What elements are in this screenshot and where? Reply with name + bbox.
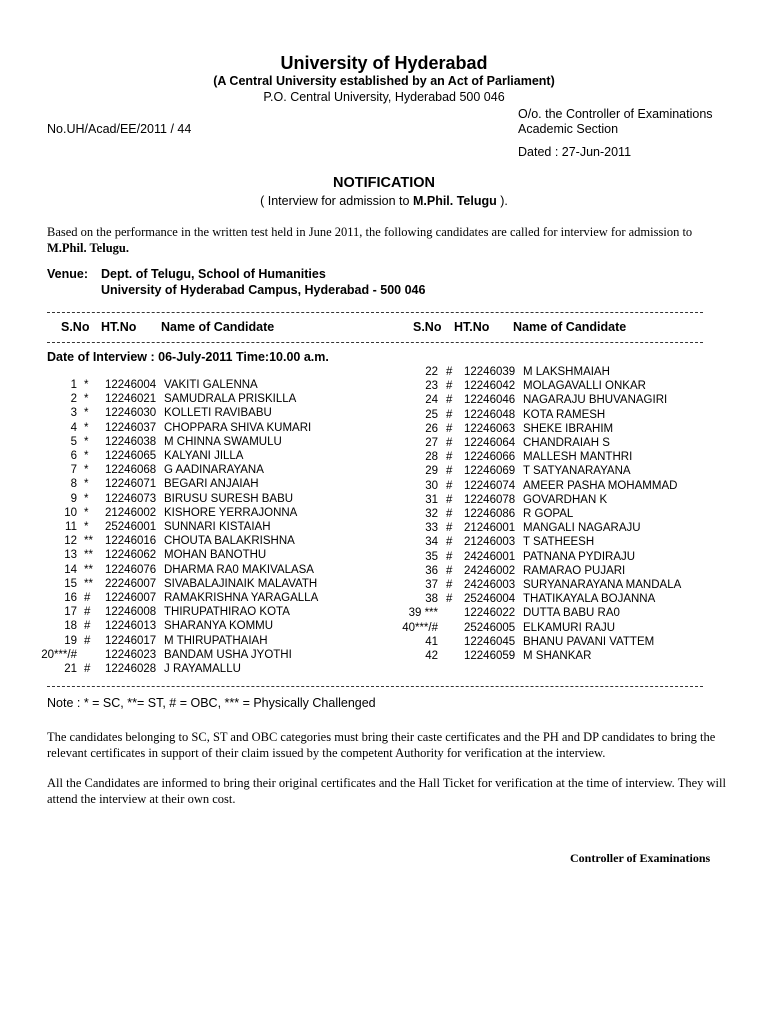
name-cell: M SHANKAR — [523, 650, 592, 662]
htno-cell: 12246065 — [105, 450, 157, 462]
sno-cell: 14 — [64, 563, 77, 576]
htno-cell: 12246007 — [105, 592, 157, 604]
category-cell: * — [84, 478, 89, 491]
htno-cell: 12246039 — [464, 366, 516, 378]
name-cell: KALYANI JILLA — [164, 450, 244, 462]
name-cell: PATNANA PYDIRAJU — [523, 550, 636, 563]
name-cell: BIRUSU SURESH BABU — [164, 492, 294, 505]
category-cell: # — [446, 451, 453, 464]
category-cell: # — [446, 593, 453, 606]
category-cell: ** — [84, 549, 93, 562]
category-cell: * — [84, 450, 89, 462]
category-cell: * — [84, 407, 89, 420]
name-cell: SHARANYA KOMMU — [164, 620, 274, 633]
category-cell: # — [84, 634, 91, 647]
sno-cell: 37 — [425, 579, 438, 591]
name-cell: CHOUTA BALAKRISHNA — [164, 535, 295, 548]
htno-cell: 24246003 — [464, 579, 516, 591]
name-cell: SUNNARI KISTAIAH — [164, 521, 271, 533]
htno-cell: 12246076 — [105, 563, 157, 576]
htno-cell: 12246022 — [464, 607, 516, 620]
university-address: P.O. Central University, Hyderabad 500 046 — [263, 90, 505, 104]
sno-cell: 5 — [70, 435, 77, 448]
sno-cell: 11 — [65, 521, 77, 533]
htno-cell: 12246028 — [105, 663, 157, 675]
name-cell: NAGARAJU BHUVANAGIRI — [523, 394, 668, 407]
name-cell: RAMARAO PUJARI — [523, 564, 626, 577]
name-cell: GOVARDHAN K — [523, 493, 608, 506]
htno-cell: 12246074 — [464, 479, 516, 492]
category-cell: # — [446, 408, 453, 421]
name-cell: BANDAM USHA JYOTHI — [164, 648, 292, 661]
intro-paragraph — [47, 224, 727, 256]
name-cell: T SATHEESH — [523, 536, 595, 549]
htno-cell: 25246005 — [464, 621, 516, 634]
interview-program: M.Phil. Telugu — [412, 194, 497, 208]
paragraph-certificates: The candidates belonging to SC, ST and OBC categories must bring their caste certificates and the PH and DP candidates to bring the relevant certificates in support of their claim issued by the competent Authority for verification at the interview. — [47, 730, 716, 760]
sno-cell: 3 — [70, 407, 77, 420]
name-cell: T SATYANARAYANA — [523, 465, 631, 478]
sno-cell: 26 — [425, 422, 438, 435]
header-name-left: Name of Candidate — [161, 320, 275, 334]
htno-cell: 12246062 — [105, 549, 157, 562]
htno-cell: 21246003 — [464, 536, 516, 549]
sno-cell: 16 — [64, 592, 77, 604]
htno-cell: 12246013 — [105, 620, 157, 633]
category-cell: # — [446, 380, 453, 393]
htno-cell: 12246046 — [464, 394, 516, 407]
htno-cell: 21246002 — [105, 506, 157, 519]
name-cell: SAMUDRALA PRISKILLA — [164, 393, 297, 406]
htno-cell: 12246030 — [105, 407, 157, 420]
notification-title: NOTIFICATION — [332, 175, 436, 191]
category-cell: # — [446, 536, 453, 549]
htno-cell: 12246004 — [105, 379, 157, 391]
htno-cell: 12246042 — [464, 380, 516, 393]
sno-cell: 25 — [425, 408, 438, 421]
sno-cell: 31 — [425, 493, 438, 506]
category-cell: # — [446, 394, 453, 407]
sno-cell: 22 — [425, 366, 438, 378]
category-cell: * — [84, 521, 89, 533]
header-name-right: Name of Candidate — [513, 320, 627, 334]
htno-cell: 12246086 — [464, 508, 516, 520]
htno-cell: 12246045 — [464, 635, 516, 648]
category-cell: * — [84, 492, 89, 505]
category-cell: # — [446, 479, 453, 492]
name-cell: DUTTA BABU RA0 — [523, 607, 620, 620]
name-cell: M THIRUPATHAIAH — [164, 634, 268, 647]
name-cell: KOLLETI RAVIBABU — [164, 407, 272, 420]
name-cell: MANGALI NAGARAJU — [523, 522, 641, 535]
category-cell: * — [84, 393, 89, 406]
sno-cell: 21 — [64, 663, 77, 675]
sno-cell: 2 — [70, 393, 77, 406]
sno-cell: 35 — [425, 550, 438, 563]
category-cell: # — [446, 522, 453, 535]
name-cell: SURYANARAYANA MANDALA — [523, 579, 682, 591]
header-htno-left: HT.No — [101, 320, 137, 334]
sno-cell: 27 — [425, 437, 438, 449]
sno-cell: 6 — [70, 450, 77, 462]
sno-cell: 30 — [425, 479, 438, 492]
header-htno-right: HT.No — [454, 320, 490, 334]
htno-cell: 12246017 — [105, 634, 157, 647]
interview-date: Date of Interview : 06-July-2011 Time:10.00 a.m. — [47, 350, 329, 364]
htno-cell: 12246048 — [464, 408, 516, 421]
category-cell: # — [446, 493, 453, 506]
category-cell: ** — [84, 577, 93, 590]
htno-cell: 25246004 — [464, 593, 516, 606]
name-cell: CHANDRAIAH S — [523, 437, 610, 449]
name-cell: BHANU PAVANI VATTEM — [523, 635, 655, 648]
name-cell: R GOPAL — [523, 508, 574, 520]
category-cell: # — [446, 579, 453, 591]
sno-cell: 4 — [70, 421, 77, 434]
name-cell: SIVABALAJINAIK MALAVATH — [164, 577, 318, 590]
sno-cell: 1 — [70, 379, 77, 391]
category-cell: # — [84, 606, 91, 619]
htno-cell: 12246059 — [464, 650, 516, 662]
category-cell: ** — [84, 535, 93, 548]
name-cell: AMEER PASHA MOHAMMAD — [523, 479, 678, 492]
name-cell: CHOPPARA SHIVA KUMARI — [164, 421, 312, 434]
htno-cell: 12246038 — [105, 435, 157, 448]
interview-line — [0, 194, 768, 208]
category-cell: # — [84, 592, 91, 604]
divider-bottom — [47, 686, 703, 687]
category-cell: # — [446, 422, 453, 435]
name-cell: SHEKE IBRAHIM — [523, 422, 614, 435]
htno-cell: 12246066 — [464, 451, 516, 464]
htno-cell: 12246063 — [464, 422, 516, 435]
name-cell: RAMAKRISHNA YARAGALLA — [164, 592, 319, 604]
sno-cell: 29 — [425, 465, 438, 478]
sno-cell: 9 — [70, 492, 77, 505]
divider-top — [47, 312, 703, 313]
sno-cell: 18 — [64, 620, 77, 633]
sno-cell: 32 — [425, 508, 438, 520]
date-line: Dated : 27-Jun-2011 — [518, 145, 632, 159]
category-note: Note : * = SC, **= ST, # = OBC, *** = Physically Challenged — [47, 696, 376, 710]
sno-cell: 8 — [70, 478, 77, 491]
intro-program: M.Phil. Telugu. — [47, 241, 129, 255]
sno-cell: 17 — [64, 606, 77, 619]
interview-suffix: ). — [496, 194, 508, 208]
intro-text: Based on the performance in the written test held in June 2011, the following candidates are called for interview for admission to — [47, 225, 693, 239]
htno-cell: 21246001 — [464, 522, 516, 535]
sno-cell: 33 — [425, 522, 438, 535]
category-cell: # — [84, 620, 91, 633]
htno-cell: 12246078 — [464, 493, 516, 506]
name-cell: VAKITI GALENNA — [164, 379, 258, 391]
htno-cell: 12246071 — [105, 478, 157, 491]
sno-cell: 20***/# — [41, 648, 77, 661]
university-subtitle: (A Central University established by an Act of Parliament) — [213, 74, 555, 88]
htno-cell: 24246001 — [464, 550, 516, 563]
category-cell: # — [446, 508, 453, 520]
sno-cell: 39 *** — [408, 607, 438, 620]
divider-header — [47, 342, 703, 343]
category-cell: # — [446, 437, 453, 449]
sno-cell: 28 — [425, 451, 438, 464]
category-cell: # — [446, 550, 453, 563]
header-sno-right: S.No — [413, 320, 442, 334]
htno-cell: 12246008 — [105, 606, 157, 619]
sno-cell: 42 — [425, 650, 438, 662]
name-cell: BEGARI ANJAIAH — [164, 478, 259, 491]
sno-cell: 23 — [425, 380, 438, 393]
name-cell: KOTA RAMESH — [523, 408, 606, 421]
category-cell: # — [446, 564, 453, 577]
htno-cell: 12246073 — [105, 492, 157, 505]
category-cell: * — [84, 506, 89, 519]
htno-cell: 24246002 — [464, 564, 516, 577]
sno-cell: 34 — [425, 536, 438, 549]
sno-cell: 10 — [64, 506, 77, 519]
university-title: University of Hyderabad — [280, 53, 488, 73]
office-line-2: Academic Section — [518, 122, 619, 136]
htno-cell: 12246021 — [105, 393, 157, 406]
sno-cell: 38 — [425, 593, 438, 606]
name-cell: THIRUPATHIRAO KOTA — [164, 606, 290, 619]
sno-cell: 13 — [64, 549, 77, 562]
sno-cell: 15 — [64, 577, 77, 590]
htno-cell: 25246001 — [105, 521, 157, 533]
sno-cell: 40***/# — [402, 621, 438, 634]
category-cell: * — [84, 379, 89, 391]
sno-cell: 12 — [64, 535, 77, 548]
name-cell: M LAKSHMAIAH — [523, 366, 610, 378]
category-cell: * — [84, 464, 89, 477]
htno-cell: 12246023 — [105, 648, 157, 661]
name-cell: MALLESH MANTHRI — [523, 451, 633, 464]
name-cell: G AADINARAYANA — [164, 464, 264, 477]
category-cell: # — [84, 663, 91, 675]
office-line-1: O/o. the Controller of Examinations — [518, 107, 713, 121]
reference-number: No.UH/Acad/EE/2011 / 44 — [47, 122, 192, 136]
name-cell: ELKAMURI RAJU — [523, 621, 616, 634]
name-cell: J RAYAMALLU — [164, 663, 241, 675]
name-cell: MOLAGAVALLI ONKAR — [523, 380, 646, 393]
category-cell: # — [446, 465, 453, 478]
name-cell: KISHORE YERRAJONNA — [164, 506, 298, 519]
sno-cell: 7 — [70, 464, 77, 477]
htno-cell: 12246064 — [464, 437, 516, 449]
name-cell: THATIKAYALA BOJANNA — [523, 593, 656, 606]
sno-cell: 41 — [425, 635, 438, 648]
paragraph-original-certificates: All the Candidates are informed to bring their original certificates and the Hall Ticket for verification at the time of interview. They will attend the interview at their own cost. — [47, 776, 726, 806]
htno-cell: 22246007 — [105, 577, 157, 590]
header-sno-left: S.No — [61, 320, 90, 334]
name-cell: M CHINNA SWAMULU — [164, 435, 282, 448]
category-cell: ** — [84, 563, 93, 576]
venue-line-2: University of Hyderabad Campus, Hyderabad - 500 046 — [101, 283, 426, 297]
name-cell: MOHAN BANOTHU — [164, 549, 267, 562]
venue-line-1: Dept. of Telugu, School of Humanities — [101, 267, 326, 281]
sno-cell: 36 — [425, 564, 438, 577]
venue-label: Venue: — [47, 267, 88, 281]
sno-cell: 24 — [425, 394, 438, 407]
category-cell: * — [84, 421, 89, 434]
htno-cell: 12246037 — [105, 421, 157, 434]
category-cell: * — [84, 435, 89, 448]
htno-cell: 12246069 — [464, 465, 516, 478]
htno-cell: 12246068 — [105, 464, 157, 477]
interview-prefix: ( Interview for admission to — [260, 194, 413, 208]
sno-cell: 19 — [64, 634, 77, 647]
name-cell: DHARMA RA0 MAKIVALASA — [164, 563, 314, 576]
signature: Controller of Examinations — [570, 851, 711, 865]
category-cell: # — [446, 366, 453, 378]
htno-cell: 12246016 — [105, 535, 157, 548]
